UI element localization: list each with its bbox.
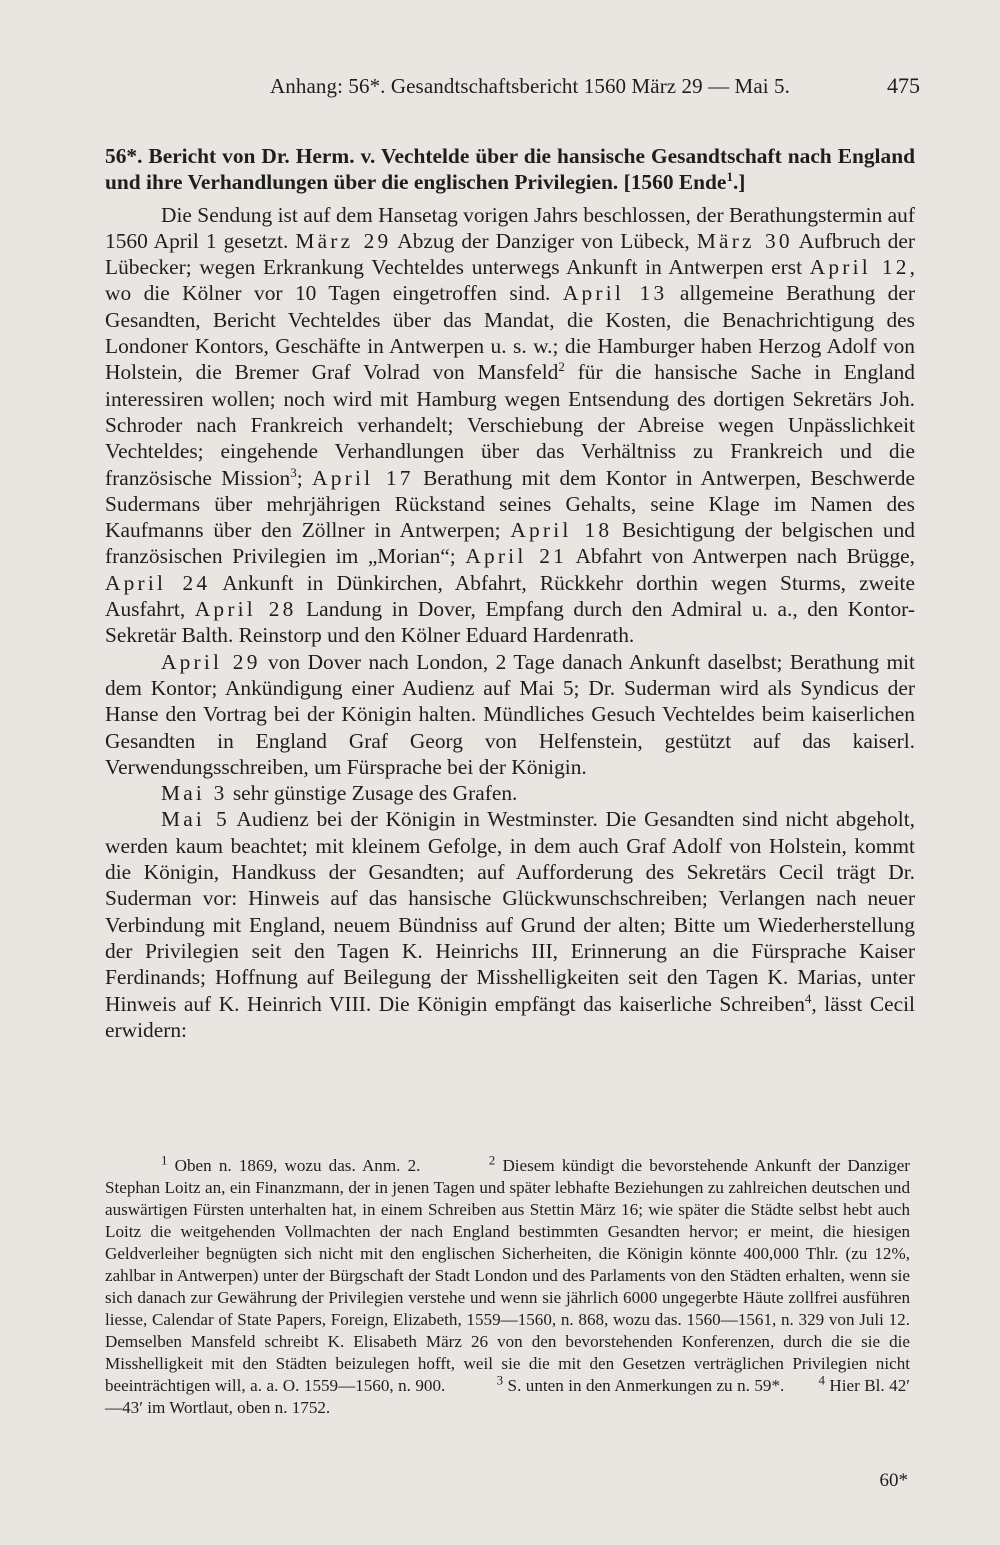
spaced-date: April 13 <box>562 281 668 306</box>
paragraph <box>105 202 915 649</box>
footnote-block <box>105 1152 910 1419</box>
spaced-date: März 29 <box>295 228 392 253</box>
footnote-mark: 3 <box>496 1372 504 1388</box>
header-title: Anhang: 56*. Gesandtschaftsbericht 1560 März 29 — Mai 5. <box>270 74 790 98</box>
spaced-date: April 12 <box>809 255 910 280</box>
heading-tail: .] <box>732 170 746 195</box>
footnote-ref: 2 <box>558 359 565 375</box>
paragraph <box>105 649 915 780</box>
text-run: Audienz bei der Königin in Westminster. Die Gesandten sind nicht abgeholt, werden kaum beachtet; mit kleinem Gefolge, in dem auch Graf Adolf von Holstein, kommt die Königin, Handkuss der Gesandten; auf Aufforderung des Sekretärs Cecil trägt Dr. Suderman vor: Hinweis auf das hansische Glückwunschschreiben; Verlangen nach neuer Verbindung mit England, neuem Bündniss auf Grund der alten; Bitte um Wiederherstellung der Privilegien seit den Tagen K. Heinrichs III, Erinnerung an die Fürsprache Kaiser Ferdinands; Hoffnung auf Beilegung der Misshelligkeiten seit den Tagen K. Marias, unter Hinweis auf K. Heinrich VIII. Die Königin empfängt das kaiserliche Schreiben <box>105 807 916 1016</box>
text-run: von Dover nach London, 2 Tage danach Ankunft daselbst; Berathung mit dem Kontor; Ankündigung einer Audienz auf Mai 5; Dr. Suderman wird als Syndicus der Hanse den Vortrag bei der Königin halten. Mündliches Gesuch Vechteldes beim kaiserlichen Gesandten in England Graf Georg von Helfenstein, gestützt auf das kaiserl. Verwendungsschreiben, um Fürsprache bei der Königin. <box>105 649 915 779</box>
text-run: Abfahrt von Antwerpen nach Brügge, <box>567 544 915 569</box>
text-run: Landung in Dover, Empfang durch den Admiral u. a., den Kontor-Sekretär Balth. Reinstorp und den Kölner Eduard Hardenrath. <box>105 597 915 648</box>
footnote-mark: 1 <box>161 1152 168 1168</box>
text-run: Abzug der Danziger von Lübeck, <box>391 228 697 253</box>
spaced-date: April 29 <box>161 649 261 674</box>
text-run: Aufbruch der Lübecker; wegen Erkrankung Vechteldes unterwegs Ankunft in Antwerpen erst <box>105 228 915 280</box>
spaced-date: April 24 <box>105 570 211 595</box>
paragraph <box>105 806 915 1043</box>
footnote-mark: 4 <box>818 1372 825 1388</box>
footnotes <box>105 1152 910 1419</box>
text-run: allgemeine Berathung der Gesandten, Bericht Vechteldes über das Mandat, die Kosten, die Benachrichtigung des Londoner Kontors, Geschäfte in Antwerpen u. s. w.; die Hamburger haben Herzog Adolf von Holstein, die Bremer Graf Volrad von Mansfeld <box>105 281 915 385</box>
footnote-ref: 1 <box>726 169 733 185</box>
footnote-text: Diesem kündigt die bevorstehende Ankunft der Danziger Stephan Loitz an, ein Finanzmann, der in jenen Tagen und später lebhafte Beziehungen zu zahlreichen deutschen und auswärtigen Fürsten unterhalten hat, in einem Schreiben aus Stettin März 16; wie später die Städte selbst hebt auch Loitz die weitgehenden Vollmachten der nach England bestimmten Gesandten hervor; er meint, die hiesigen Geldverleiher begnügten sich nicht mit den englischen Sicherheiten, die Königin könnte 400,000 Thlr. (zu 12%, zahlbar in Antwerpen) unter der Bürgschaft der Stadt London und des Parlaments von den Städten erhalten, wenn sie sich danach zur Gewährung der Privilegien verstehe und wenn sie jährlich 6000 ungegerbte Häute zollfrei ausführen liesse, Calendar of State Papers, Foreign, Elizabeth, 1559—1560, n. 868, wozu das. 1560—1561, n. 329 von Juli 12. Demselben Mansfeld schreibt K. Elisabeth März 26 von den bevorstehenden Konferenzen, durch die sie die Misshelligkeit mit den Städten beizulegen hofft, weil sie die mit den Gesetzen verträglichen Privilegien nicht beeinträchtigen will, a. a. O. 1559—1560, n. 900. <box>105 1156 910 1395</box>
spaced-date: Mai 3 <box>161 781 228 806</box>
paragraph <box>105 780 915 806</box>
main-text <box>105 143 915 1043</box>
text-run: Ankunft in Dünkirchen, Abfahrt, Rückkehr dorthin wegen Sturms, zweite Ausfahrt, <box>105 570 915 622</box>
text-run: für die hansische Sache in England interessiren wollen; noch wird mit Hamburg wegen Entsendung des dortigen Sekretärs Joh. Schroder nach Frankreich verhandelt; Verschiebung der Abreise wegen Unpässlichkeit Vechteldes; eingehende Verhandlungen über das Verhältniss zu Frankreich und die französische Mission <box>105 360 915 490</box>
footnote-ref: 3 <box>290 464 297 480</box>
spaced-date: März 30 <box>696 228 793 253</box>
text-run: sehr günstige Zusage des Grafen. <box>227 781 518 806</box>
spaced-date: Mai 5 <box>161 807 230 832</box>
text-run: , lässt Cecil erwidern: <box>105 991 915 1042</box>
footnote-mark: 2 <box>488 1152 496 1168</box>
page-number: 475 <box>887 73 920 98</box>
text-run: Die Sendung ist auf dem Hansetag vorigen Jahrs beschlossen, der Berathungstermin auf 1560 April 1 gesetzt. <box>105 202 915 253</box>
footnote-text: S. unten in den Anmerkungen zu n. 59*. <box>503 1376 785 1395</box>
spaced-date: April 17 <box>312 465 414 490</box>
text-run: Besichtigung der belgischen und französischen Privilegien im „Morian“; <box>105 518 916 569</box>
spaced-date: April 28 <box>194 597 297 622</box>
spaced-date: April 18 <box>510 518 613 543</box>
spaced-date: April 21 <box>465 544 568 569</box>
footnote-ref: 4 <box>804 990 812 1006</box>
text-run: Berathung mit dem Kontor in Antwerpen, Beschwerde Sudermans über mehrjährigen Rückstand seines Gehalts, seine Klage im Namen des Kaufmanns über den Zöllner in Antwerpen; <box>105 465 915 543</box>
footnote-text: Oben n. 1869, wozu das. Anm. 2. <box>167 1156 421 1175</box>
signature-mark: 60* <box>879 1470 908 1491</box>
document-heading <box>105 143 915 196</box>
text-run: , wo die Kölner vor 10 Tagen eingetroffen sind. <box>105 255 915 306</box>
footnote-text: Hier Bl. 42′—43′ im Wortlaut, oben n. 1752. <box>105 1376 910 1417</box>
heading-text: 56*. Bericht von Dr. Herm. v. Vechtelde über die hansische Gesandtschaft nach England und ihre Verhandlungen über die englischen Privilegien. [1560 Ende <box>105 144 915 195</box>
text-run: ; <box>296 465 313 490</box>
